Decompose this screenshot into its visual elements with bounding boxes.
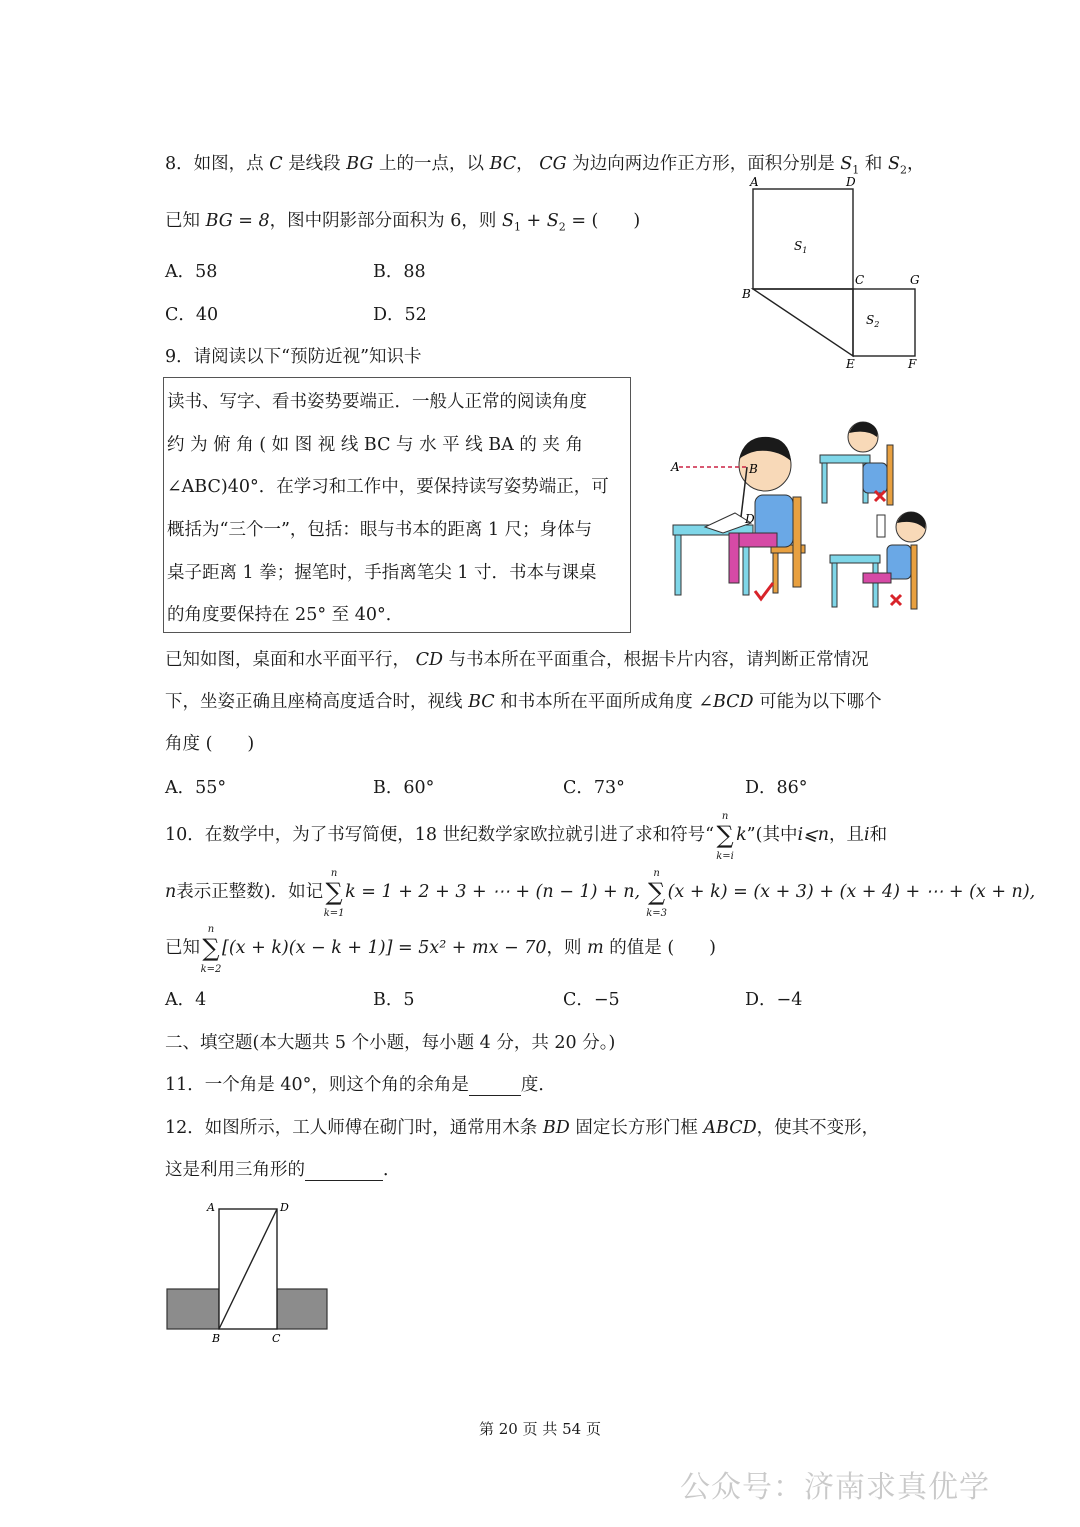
q8-label-e: E [846,357,855,371]
card-line: 的角度要保持在 25° 至 40°． [167,605,404,625]
summation-symbol: n ∑ k=2 [200,924,222,975]
q10-line2: n表示正整数)．如记 n ∑ k=1 k = 1 + 2 + 3 + ⋯ + (n − 1) + n, n ∑ k=3 (x + k) = (x + 3) + (x + 4) + ⋯ + (x + n), [165,868,1036,919]
correct-posture-figure [670,437,805,599]
q9-option-b: B．60° [373,778,435,798]
door-label-d: D [280,1201,289,1214]
q10-option-a: A．4 [165,990,207,1010]
q9-question-line3: 角度 ( ) [165,734,255,754]
answer-blank[interactable] [305,1160,383,1181]
card-line: 概括为“三个一”，包括：眼与书本的距离 1 尺；身体与 [167,520,593,540]
door-label-b: B [212,1332,221,1345]
q8-option-d: D．52 [373,305,427,325]
q8-square-s2 [853,289,915,356]
knowledge-card [163,377,631,633]
check-mark-icon [755,583,773,599]
q8-line2: 已知 BG = 8，图中阴影部分面积为 6，则 $S_1 + S_2$ = ( ) [165,211,641,234]
cross-mark-icon [891,595,901,605]
q10-line3: 已知 n ∑ k=2 [(x + k)(x − k + 1)] = 5x² + mx − 70，则 m 的值是 ( ) [165,924,717,975]
page-footer: 第 20 页 共 54 页 [478,1420,601,1438]
q9-question-line1: 已知如图，桌面和水平面平行， CD 与书本所在平面重合，根据卡片内容，请判断正常情况 [165,650,869,670]
card-line: ∠ABC)40°．在学习和工作中，要保持读写姿势端正，可 [167,477,609,497]
q10-option-d: D．−4 [745,990,803,1010]
q8-label-f: F [908,357,917,371]
q8-label-c: C [855,273,865,287]
q8-option-a: A．58 [165,262,218,282]
door-label-c: C [272,1332,281,1345]
q9-option-a: A．55° [165,778,227,798]
summation-symbol: n ∑ k=i [716,811,734,862]
q9-option-c: C．73° [563,778,625,798]
posture-illustration [665,405,945,620]
card-line: 约 为 俯 角 ( 如 图 视 线 BC 与 水 平 线 BA 的 夹 角 [167,435,583,455]
card-line: 桌子距离 1 拳；握笔时，手指离笔尖 1 寸．书本与课桌 [167,563,597,583]
q8-label-s2: $S_2$ [866,313,880,329]
q8-label-g: G [910,273,920,287]
q8-label-d: D [846,175,856,189]
wall-right [277,1289,327,1329]
q8-shaded-triangle [753,289,853,356]
q8-squares-figure [738,172,938,372]
q9-option-d: D．86° [745,778,808,798]
q8-label-b: B [742,287,751,301]
card-line: 读书、写字、看书姿势要端正．一般人正常的阅读角度 [167,392,587,412]
wrong-posture-figure-1 [820,422,893,505]
summation-symbol: n ∑ k=1 [323,868,345,919]
posture-label-a: A [671,460,680,474]
q8-line1: 8．如图，点 C 是线段 BG 上的一点，以 BC， CG 为边向两边作正方形，面积分别是 $S_1$ 和 $S_2$， [165,154,925,177]
q10-option-c: C．−5 [563,990,620,1010]
q9-intro: 9．请阅读以下“预防近视”知识卡 [165,347,422,367]
q10-option-b: B．5 [373,990,415,1010]
q12-line1: 12．如图所示，工人师傅在砌门时，通常用木条 BD 固定长方形门框 ABCD，使其不变形， [165,1118,880,1138]
posture-label-b: B [749,462,758,476]
door-label-a: A [207,1201,215,1214]
section-heading: 二、填空题(本大题共 5 个小题，每小题 4 分，共 20 分。) [165,1033,616,1053]
q10-line1: 10．在数学中，为了书写简便，18 世纪数学家欧拉就引进了求和符号“ n ∑ k=i k”(其中i⩽n，且i和 [165,811,888,862]
q11-line: 11．一个角是 40°，则这个角的余角是 度． [165,1075,556,1095]
summation-symbol: n ∑ k=3 [646,868,668,919]
posture-label-d: D [745,512,755,526]
q8-option-c: C．40 [165,305,219,325]
door-frame-figure [160,1195,340,1350]
q8-label-a: A [750,175,759,189]
q12-line2: 这是利用三角形的 ． [165,1160,401,1180]
q8-option-b: B．88 [373,262,426,282]
wall-left [167,1289,219,1329]
answer-blank[interactable] [469,1075,521,1096]
watermark: 公众号：济南求真优学 [680,1470,990,1505]
q8-label-s1: $S_1$ [794,239,808,255]
q9-question-line2: 下，坐姿正确且座椅高度适合时，视线 BC 和书本所在平面所成角度 ∠BCD 可能为以下哪个 [165,692,882,712]
q8-square-s1 [753,189,853,289]
wrong-posture-figure-2 [830,512,926,609]
